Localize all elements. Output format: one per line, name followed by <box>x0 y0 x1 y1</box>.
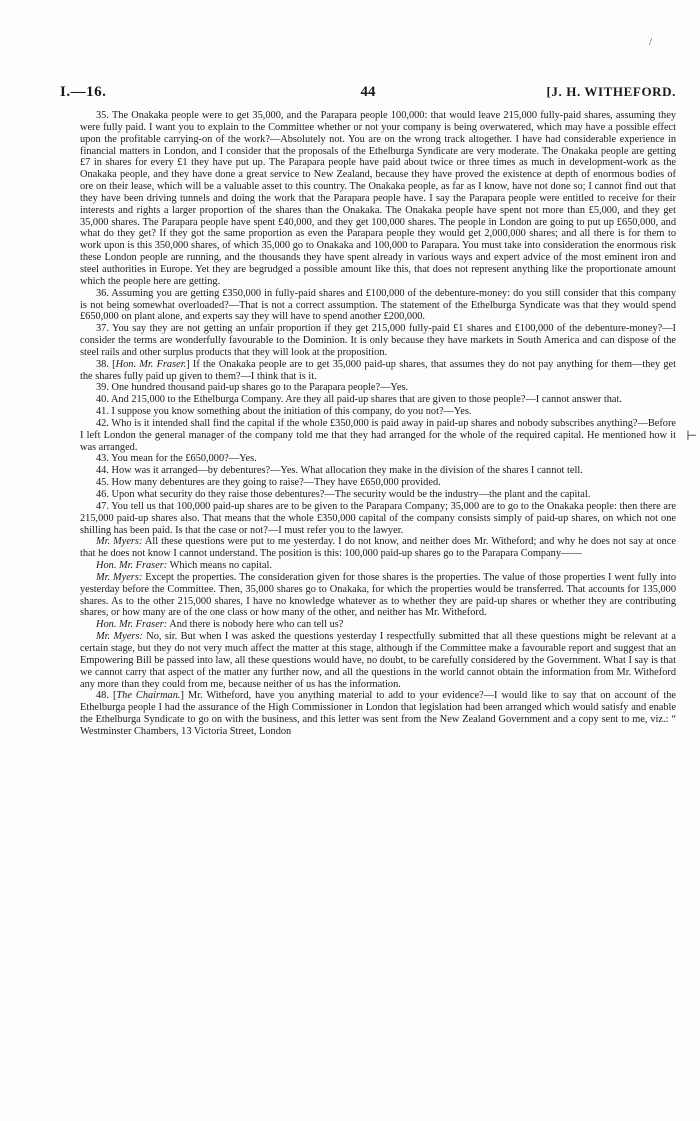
paragraph-text: 36. Assuming you are getting £350,000 in fully-paid shares and £100,000 of the debenture-money: do you still consider that this company is not being somewhat overloaded?—That is not a correct assumption. The statement of the Ethelburga Syndicate was that they would spend £650,000 on plant alone, and experts say they will have to spend another £200,000. <box>80 287 676 323</box>
speaker-name: The Chairman. <box>116 690 181 702</box>
paragraph-text: All these questions were put to me yesterday. I do not know, and neither does Mr. Witheford; and why he does not say at once that he does not know I cannot understand. The position is this: 100,000 paid-up shares go to the Parapara Company—— <box>80 536 676 560</box>
paragraph-text: 41. I suppose you know something about the initiation of this company, do you not?—Yes. <box>96 406 472 418</box>
paragraph-text: 35. The Onakaka people were to get 35,000, and the Parapara people 100,000: that would leave 215,000 fully-paid shares, assuming they were fully paid. I want you to explain to the Committee whether or not your company is being overwatered, which may have a possible effect upon the profitable carrying-on of the work?—Absolutely not. You are on the wrong track altogether. I have had considerable experience in financial matters in London, and I consider that the proposals of the Ethelburga Syndicate are very moderate. The Onakaka people are getting £7 in shares for every £1 they have put up. The Parapara people have paid about twice or three times as much in development-work as the Onakaka people, and they have done a great service to New Zealand, because they have proved the existence at depth of enormous bodies of ore on their lease, which will be a valuable asset to this country. The Onakaka people, as far as I know, have not done so; I cannot find out that they have been driving tunnels and doing the work that the Parapara people have. I say the Parapara people were entitled to receive for their interests and rights a larger proportion of the shares than the Onakaka. The Onakaka people have spent not more than £5,000, and they get 35,000 shares. The Parapara people have spent £40,000, and they get 100,000 shares. The people in London are going to put up £650,000, and what do they get? If they got the same proportion as even the Parapara people they would get 2,000,000 shares; and all there is for them to work upon is this 350,000 shares, of which 35,000 go to Onakaka and 100,000 to Parapara. You must take into consideration the enormous risk these London people are running, and the thousands they have spent already in various ways and expert advice of the most eminent iron and steel authorities in Europe. Yet they are begrudged a possible amount like this, that does not represent anything like the proportionate amount which the people here are getting. <box>80 110 676 287</box>
paragraph-text: Which means no capital. <box>167 560 272 572</box>
document-reference: I.—16. <box>60 84 107 100</box>
paragraph <box>80 394 676 406</box>
paragraph <box>80 501 676 537</box>
paragraph <box>80 489 676 501</box>
page-number: 44 <box>360 84 376 100</box>
paragraph <box>80 465 676 477</box>
paragraph-text: Except the properties. The consideration given for those shares is the properties. The value of those properties I went fully into yesterday before the Committee. Then, 35,000 shares go to Onakaka, for which the properties would be transferred. That accounts for 135,000 shares. As to the other 215,000 shares, I have no knowledge whatever as to whether they are paid-up shares or whether they are contributing shares, or how many are of the one class or how many of the other, and neither has Mr. Witheford. <box>80 571 676 619</box>
paragraph <box>80 477 676 489</box>
paragraph <box>80 572 676 619</box>
paragraph <box>80 453 676 465</box>
paragraph <box>80 619 676 631</box>
paragraph <box>80 110 676 288</box>
paragraph <box>80 631 676 690</box>
page-header <box>60 84 676 106</box>
paragraph <box>80 536 676 560</box>
paragraph-text: Mr. Witheford, have you anything material to add to your evidence?—I would like to say that on account of the Ethelburga people I had the assurance of the High Commissioner in London that legislation had been arranged which would satisfy and enable the Ethelburga Syndicate to go on with the business, and this letter was sent from the New Zealand Government and a copy sent to me, viz.: “ Westminster Chambers, 13 Victoria Street, London <box>80 690 677 737</box>
paragraph-text: 37. You say they are not getting an unfair proportion if they get 215,000 fully-paid £1 shares and £100,000 of the debenture-money?—I consider the terms are wonderfully favourable to the Dominion. It is only because they have markets in South America and can dispose of the steel rails and other surplus products that they will look at the proposition. <box>80 323 676 358</box>
paragraph-text: 44. How was it arranged—by debentures?—Yes. What allocation they make in the division of the shares I cannot tell. <box>96 465 583 477</box>
paragraph: 38. [Hon. Mr. Fraser.] If the Onakaka people are to get 35,000 paid-up shares, that assumes they do not pay anything for them—they get the shares fully paid up given to them?—I think that is it. <box>80 358 677 382</box>
paragraph: 48. [The Chairman.] Mr. Witheford, have you anything material to add to your evidence?—I would like to say that on account of the Ethelburga people I had the assurance of the High Commissioner in London that legislation had been arranged which would satisfy and enable the Ethelburga Syndicate to go on with the business, and this letter was sent from the New Zealand Government and a copy sent to me, viz.: “ Westminster Chambers, 13 Victoria Street, London <box>80 690 677 737</box>
paragraph-text: No, sir. But when I was asked the questions yesterday I respectfully submitted that all these questions might be relevant at a certain stage, but they do not very much affect the matter at this stage, although if the Committee make a favourable report and suggest that an Empowering Bill be passed into law, all these questions would have, no doubt, to be carefully considered by the Government. What I say is that we cannot carry that aspect of the matter any further now, and all the questions in the world cannot obtain the information from Mr. Witheford any more than they could from me, because neither of us has the information. <box>80 631 676 690</box>
speaker-name: Mr. Myers: <box>96 571 143 583</box>
paragraph <box>80 323 676 359</box>
speaker-name: Mr. Myers: <box>96 536 143 548</box>
paragraph <box>80 560 676 572</box>
speaker-name: Hon. Mr. Fraser: <box>96 619 168 631</box>
paragraph-text: 46. Upon what security do they raise those debentures?—The security would be the industry—the plant and the capital. <box>96 489 591 500</box>
margin-mark: / <box>649 36 653 48</box>
paragraph-text: 39. One hundred thousand paid-up shares go to the Parapara people?—Yes. <box>96 382 409 394</box>
speaker-name: Hon. Mr. Fraser. <box>115 358 187 370</box>
evidence-text <box>80 110 676 738</box>
paragraph-text: 40. And 215,000 to the Ethelburga Company. Are they all paid-up shares that are given to those people?—I cannot answer that. <box>96 394 622 406</box>
paragraph-text: And there is nobody here who can tell us? <box>167 619 344 631</box>
paragraph-text: 43. You mean for the £650,000?—Yes. <box>96 453 257 465</box>
paragraph <box>80 288 676 324</box>
speaker-name: Hon. Mr. Fraser: <box>96 560 168 572</box>
paragraph <box>80 418 676 454</box>
witness-name: [J. H. WITHEFORD. <box>546 84 676 99</box>
speaker-name: Mr. Myers: <box>96 631 143 643</box>
paragraph-text: 47. You tell us that 100,000 paid-up shares are to be given to the Parapara Company; 35,000 are to go to the Onakaka people: then there are 215,000 paid-up shares also. That means that the whole £350,000 capital of the company consists simply of paid-up shares, on which not one shilling has been paid. Is that the case or not?—I must refer you to the lawyer. <box>80 500 676 536</box>
paragraph-text: If the Onakaka people are to get 35,000 paid-up shares, that assumes they do not pay anything for them—they get the shares fully paid up given to them?—I think that is it. <box>80 358 677 382</box>
paragraph <box>80 382 676 394</box>
paragraph-text: 42. Who is it intended shall find the capital if the whole £350,000 is paid away in paid-up shares and nobody subscribes anything?—Before I left London the general manager of the company told me that they had arranged for the whole of the required capital. He mentioned how it was arranged. <box>80 417 676 453</box>
margin-mark: ⊢ <box>686 428 698 443</box>
paragraph-text: 45. How many debentures are they going to raise?—They have £650,000 provided. <box>96 477 441 489</box>
paragraph <box>80 406 676 418</box>
